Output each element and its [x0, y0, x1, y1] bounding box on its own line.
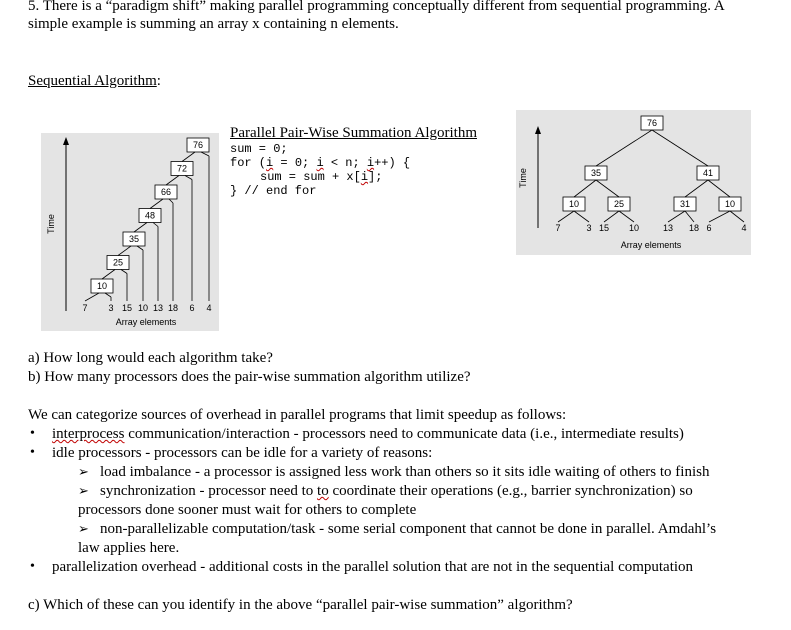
time-label: Time	[46, 214, 56, 234]
level1-value: 10	[724, 199, 736, 209]
sub-synchronization: synchronization - processor need to to coordinate their operations (e.g., barrier synchronization) so	[100, 483, 693, 499]
connector-line	[150, 199, 163, 209]
code-line-2: for (i = 0; i < n; i++) {	[230, 156, 411, 170]
code-line-4: } // end for	[230, 184, 317, 198]
element-label: 10	[137, 303, 149, 313]
connector-line	[153, 223, 158, 227]
tree-edge	[709, 211, 730, 222]
leaf-value: 13	[662, 223, 674, 233]
parallel-figure	[516, 110, 751, 255]
connector-line	[169, 199, 173, 203]
bullet-communication: interprocess communication/interaction - processors need to communicate data (i.e., intermediate results)	[52, 426, 684, 442]
leaf-value: 3	[586, 223, 592, 233]
sub-non-parallelizable-cont: law applies here.	[78, 540, 180, 556]
element-label: 4	[206, 303, 212, 313]
connector-line	[134, 223, 147, 233]
arrow-bullet-1: ➢	[78, 464, 89, 479]
question-c: c) Which of these can you identify in the above “parallel pair-wise summation” algorithm?	[28, 597, 573, 613]
partial-sum-value: 35	[128, 234, 140, 244]
connector-line	[121, 270, 127, 274]
connector-line	[201, 152, 209, 156]
tree-edge	[574, 180, 596, 197]
connector-line	[182, 152, 195, 162]
sequential-figure	[41, 133, 219, 331]
element-label: 7	[82, 303, 88, 313]
tree-edge	[619, 211, 634, 222]
sequential-diagram	[41, 133, 219, 331]
tree-edge	[558, 211, 574, 222]
element-label: 6	[189, 303, 195, 313]
leaf-value: 15	[598, 223, 610, 233]
sub-load-imbalance: load imbalance - a processor is assigned less work than others so it sits idle waiting of others to finish	[100, 464, 710, 480]
tree-edge	[596, 130, 652, 166]
question-a: a) How long would each algorithm take?	[28, 350, 273, 366]
sub-synchronization-cont: processors done sooner must wait for others to complete	[78, 502, 417, 518]
axis-label: Array elements	[115, 317, 177, 327]
element-label: 3	[108, 303, 114, 313]
question-5-line2: simple example is summing an array x containing n elements.	[28, 16, 399, 32]
element-label: 13	[152, 303, 164, 313]
connector-line	[102, 270, 115, 280]
parallel-tree-diagram	[516, 110, 751, 255]
partial-sum-value: 72	[176, 163, 188, 174]
arrow-bullet-2: ➢	[78, 483, 89, 498]
level2-value: 35	[590, 168, 602, 178]
connector-line	[85, 293, 99, 301]
level1-value: 31	[679, 199, 691, 209]
leaf-value: 7	[555, 223, 561, 233]
leaf-value: 18	[688, 223, 700, 233]
connector-line	[137, 246, 143, 250]
parallel-heading: Parallel Pair-Wise Summation Algorithm	[230, 125, 477, 141]
tree-edge	[652, 130, 708, 166]
code-line-1: sum = 0;	[230, 142, 288, 156]
tree-edge	[604, 211, 619, 222]
question-5-line1: 5. There is a “paradigm shift” making parallel programming conceptually different from sequential programming. A	[28, 0, 725, 14]
element-label: 18	[167, 303, 179, 313]
sequential-heading: Sequential Algorithm:	[28, 73, 161, 89]
partial-sum-value: 10	[96, 281, 108, 291]
connector-line	[118, 246, 131, 256]
connector-line	[166, 176, 179, 186]
connector-line	[105, 293, 111, 297]
bullet-idle-processors: idle processors - processors can be idle for a variety of reasons:	[52, 445, 433, 461]
element-label: 15	[121, 303, 133, 313]
partial-sum-value: 25	[112, 257, 124, 268]
partial-sum-value: 66	[160, 187, 172, 197]
root-value: 76	[646, 118, 658, 128]
tree-edge	[730, 211, 744, 222]
partial-sum-value: 76	[192, 140, 204, 150]
bullet-parallelization-overhead: parallelization overhead - additional costs in the parallel solution that are not in the sequential computation	[52, 559, 694, 575]
connector-line	[185, 176, 192, 180]
bullet-3: •	[30, 559, 35, 574]
leaf-value: 6	[706, 223, 712, 233]
leaf-value: 10	[628, 223, 640, 233]
axis-label: Array elements	[620, 240, 682, 250]
level1-value: 25	[613, 199, 625, 209]
bullet-2: •	[30, 445, 35, 460]
arrow-bullet-3: ➢	[78, 521, 89, 536]
time-label: Time	[518, 168, 528, 188]
tree-edge	[596, 180, 619, 197]
level1-value: 10	[568, 199, 580, 209]
leaf-value: 4	[741, 223, 747, 233]
code-line-3: sum = sum + x[i];	[260, 170, 383, 184]
question-b: b) How many processors does the pair-wise summation algorithm utilize?	[28, 369, 471, 385]
sub-non-parallelizable: non-parallelizable computation/task - some serial component that cannot be done in parallel. Amdahl’s	[100, 521, 717, 537]
tree-edge	[685, 180, 708, 197]
bullet-1: •	[30, 426, 35, 441]
tree-edge	[685, 211, 694, 222]
level2-value: 41	[702, 168, 714, 178]
partial-sum-value: 48	[144, 210, 156, 221]
tree-edge	[708, 180, 730, 197]
overhead-intro: We can categorize sources of overhead in parallel programs that limit speedup as follows:	[28, 407, 567, 423]
tree-edge	[668, 211, 685, 222]
tree-edge	[574, 211, 589, 222]
